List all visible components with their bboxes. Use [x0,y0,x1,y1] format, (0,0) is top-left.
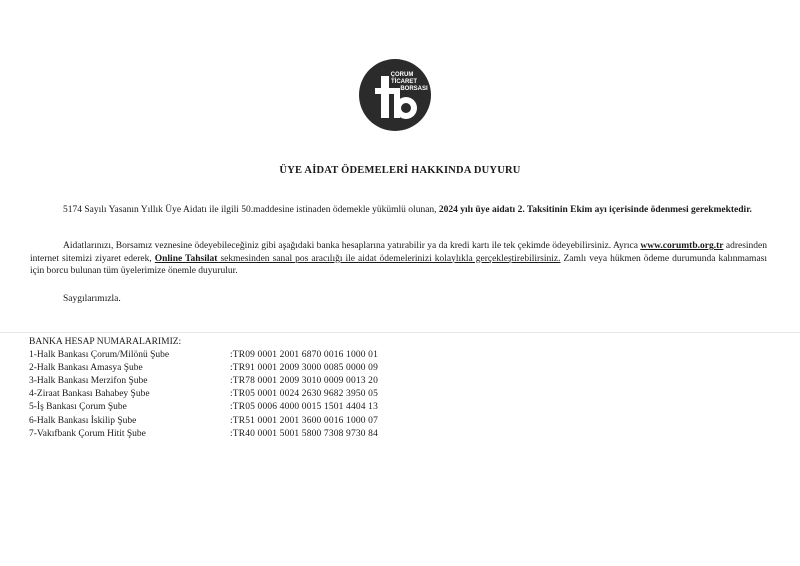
logo-emblem-icon [358,58,432,132]
bank-iban: :TR05 0001 0024 2630 9682 3950 05 [230,389,378,400]
bank-iban: :TR91 0001 2009 3000 0085 0000 09 [230,363,378,374]
bank-account-row [29,375,378,388]
paragraph2-text-start: Aidatlarınızı, Borsamız veznesine ödeyebileceğiniz gibi aşağıdaki banka hesaplarına yatırabilir ya da kredi kartı ile tek çekimde ödeyebilirsiniz. Ayrıca [63,241,641,251]
paragraph-payment-methods [30,240,767,278]
bank-iban: :TR40 0001 5001 5800 7308 9730 84 [230,428,378,439]
logo-text-line1: ÇORUM [390,72,414,78]
bank-account-row [29,428,378,441]
bank-name: 2-Halk Bankası Amasya Şube [29,363,143,374]
paragraph1-bold-text: 2024 yılı üye aidatı 2. Taksitinin Ekim ayı içerisinde ödenmesi gerekmektedir. [438,205,752,215]
page-fold-divider [0,332,800,333]
bank-account-row [29,349,378,362]
bank-iban: :TR78 0001 2009 3010 0009 0013 20 [230,376,378,387]
logo-text-line2: TİCARET [391,79,417,85]
bank-iban: :TR09 0001 2001 6870 0016 1000 01 [230,350,378,361]
bank-account-row [29,401,378,414]
bank-name: 1-Halk Bankası Çorum/Milönü Şube [29,350,170,361]
announcement-title: ÜYE AİDAT ÖDEMELERİ HAKKINDA DUYURU [279,165,521,176]
bank-account-row [29,362,378,375]
bank-account-row [29,415,378,428]
paragraph-dues-notice [30,204,767,217]
bank-name: 5-İş Bankası Çorum Şube [29,402,127,413]
logo-text-line3: BORSASI [400,86,428,92]
bank-name: 7-Vakıfbank Çorum Hitit Şube [29,428,146,439]
bank-name: 6-Halk Bankası İskilip Şube [29,415,137,426]
bank-account-row [29,388,378,401]
website-link[interactable]: www.corumtb.org.tr [640,241,724,251]
paragraph2-underlined-text: sekmesinden sanal pos aracılığı ile aidat ödemelerinizi kolaylıkla gerçekleştirebilirsiniz. [217,253,561,264]
bank-name: 4-Ziraat Bankası Bahabey Şube [29,389,150,400]
chamber-logo [358,58,432,132]
paragraph1-text: 5174 Sayılı Yasanın Yıllık Üye Aidatı ile ilgili 50.maddesine istinaden ödemekle yükümlü olunan, [63,205,439,215]
bank-accounts-section [29,336,378,441]
bank-accounts-heading: BANKA HESAP NUMARALARIMIZ: [29,337,182,347]
bank-iban: :TR51 0001 2001 3600 0016 1000 07 [230,415,378,426]
bank-name: 3-Halk Bankası Merzifon Şube [29,376,148,387]
bank-iban: :TR05 0006 4000 0015 1501 4404 13 [230,402,378,413]
paragraph2-text-middle: adresinden internet sitemizi ziyaret ederek, [30,241,768,264]
paragraph2-text-end: Zamlı veya hükmen ödeme durumunda kalınmaması için borcu bulunan tüm üyelerimize önemle duyurulur. [30,253,768,276]
closing-greeting: Saygılarımızla. [63,294,121,304]
online-tahsilat-link[interactable]: Online Tahsilat [154,253,218,264]
